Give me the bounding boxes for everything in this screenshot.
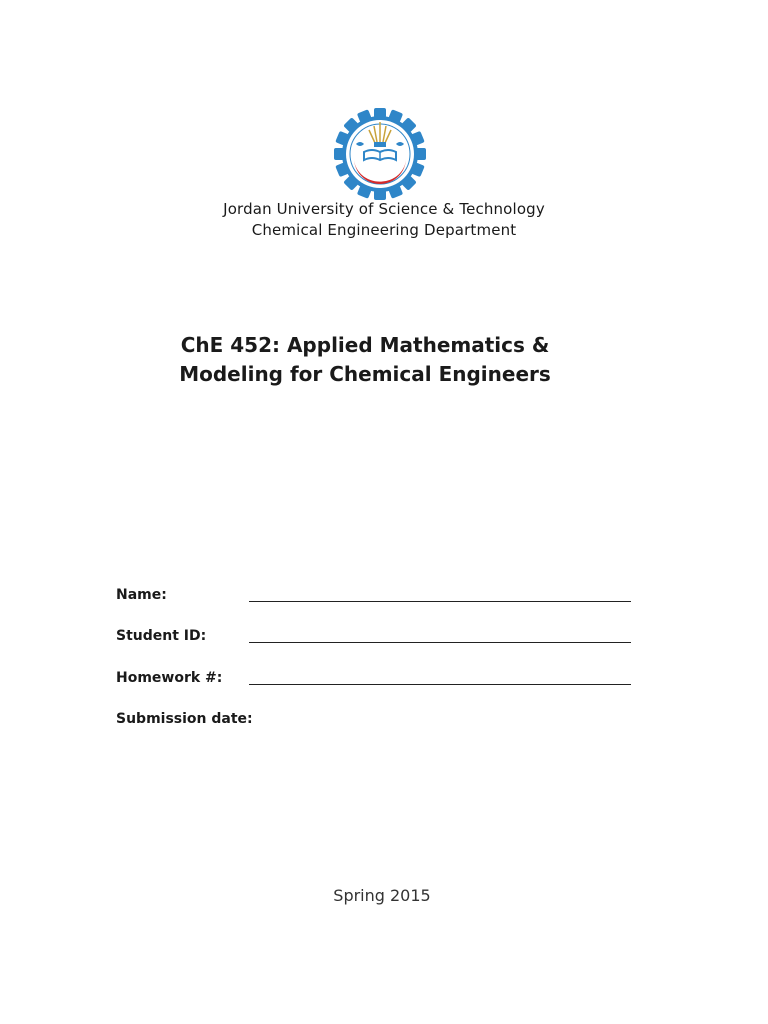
institution-heading xyxy=(0,199,768,241)
course-title xyxy=(0,331,730,389)
university-seal-icon xyxy=(334,108,426,200)
homework-label: Homework #: xyxy=(116,670,223,686)
name-field[interactable] xyxy=(249,601,631,602)
student-id-field[interactable] xyxy=(249,642,631,643)
department-name: Chemical Engineering Department xyxy=(251,221,517,239)
submission-date-label: Submission date: xyxy=(116,711,253,727)
course-title-line-1: ChE 452: Applied Mathematics & xyxy=(180,333,550,357)
course-title-line-2: Modeling for Chemical Engineers xyxy=(179,362,551,386)
homework-field[interactable] xyxy=(249,684,631,685)
name-label: Name: xyxy=(116,587,167,603)
term-label: Spring 2015 xyxy=(333,886,431,905)
university-name: Jordan University of Science & Technology xyxy=(223,200,545,218)
student-id-label: Student ID: xyxy=(116,628,207,644)
